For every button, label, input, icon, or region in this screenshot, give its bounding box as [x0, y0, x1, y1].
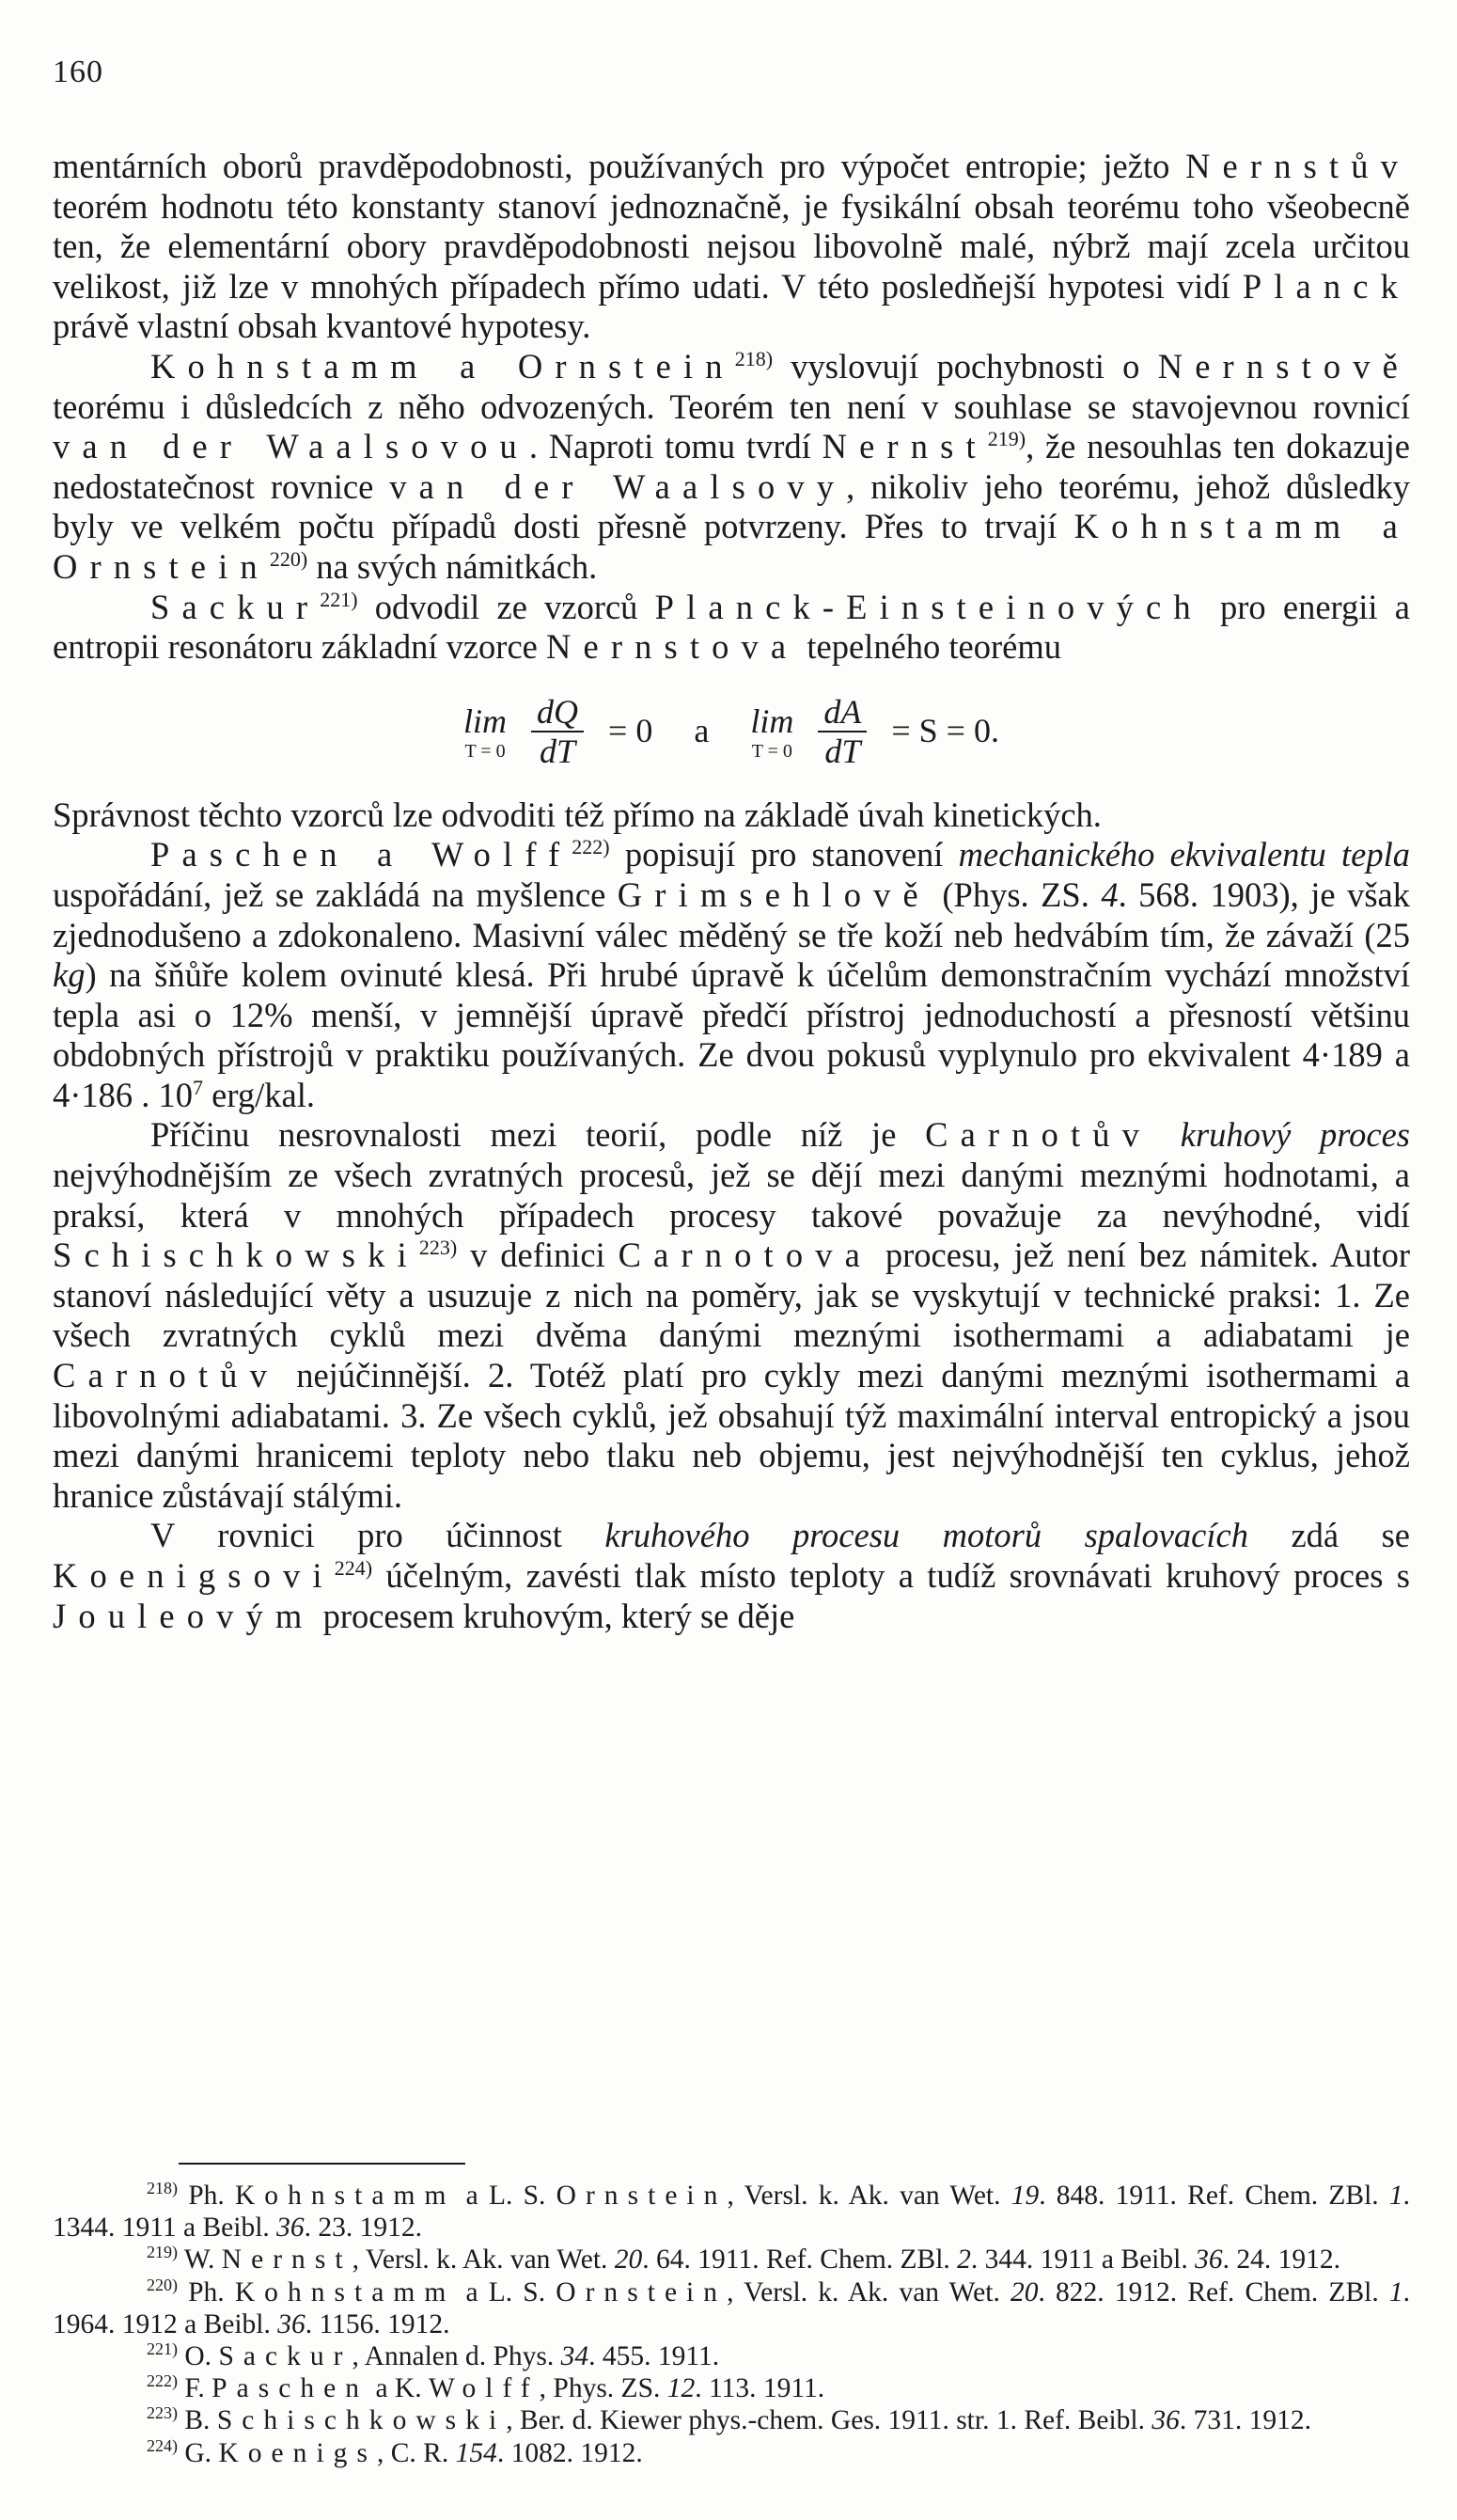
text-run: , C. R. — [376, 2437, 456, 2468]
text-run: v definici — [457, 1236, 619, 1275]
italic-text: 36 — [1195, 2244, 1223, 2276]
text-run: F. — [178, 2373, 212, 2404]
text-run: teorému i důsledcích z něho odvozených. Teorém ten není v souhlase se stavojevnou rovnicí — [53, 386, 1410, 426]
text-run: . 1344. 1911 a Beibl. — [53, 2181, 1410, 2244]
spaced-name: Carnotův — [53, 1356, 279, 1395]
spaced-name: Paschen a Wolff — [150, 835, 572, 874]
spaced-name: Kohnstamm a Ornstein — [53, 507, 1410, 586]
text-run: . 568. 1903), je však zjednodušeno a zdokonaleno. Masivní válec měděný se tře koží neb hedvábím tím, že závaží (25 — [53, 874, 1410, 954]
text-run: V rovnici pro účinnost — [150, 1516, 605, 1555]
fraction-numerator: dQ — [531, 693, 584, 732]
text-run: a K. — [368, 2373, 429, 2404]
footnote — [53, 2404, 1410, 2436]
spaced-name: Wolff — [428, 2373, 540, 2404]
spaced-name: Sackur — [150, 587, 321, 626]
text-run: uspořádání, jež se zakládá na myšlence — [53, 874, 618, 914]
spaced-name: Carnotova — [618, 1236, 872, 1275]
limit-operator — [463, 701, 507, 761]
limit-symbol: lim — [750, 702, 794, 741]
text-run: erg/kal. — [203, 1075, 315, 1114]
spaced-name: Schischkowski — [53, 1236, 419, 1275]
italic-text: 20 — [1010, 2276, 1039, 2307]
text-run: ) na šňůře kolem ovinuté klesá. Při hrubé úpravě k účelům demonstračním vychází množství tepla asi o 12% menší, v jemnější úpravě předčí přístroj jednoduchostí a přesností většinu obdobných přístrojů v praktiku používaných. Ze dvou pokusů vyplynulo pro ekvivalent 4·189 a 4·186 . 10 — [53, 955, 1410, 1114]
italic-text: 20 — [614, 2244, 643, 2276]
footnote-ref: 218) — [734, 346, 774, 370]
fraction-denominator: dT — [540, 732, 576, 770]
italic-text: 36 — [276, 2213, 305, 2244]
equation-rhs: = S = 0. — [891, 712, 999, 750]
text-run: . 1082. 1912. — [496, 2437, 643, 2468]
main-text — [53, 147, 1410, 1636]
paragraph — [53, 588, 1410, 668]
footnote — [53, 2372, 1410, 2404]
italic-text: 12 — [666, 2373, 696, 2404]
footnote-ref: 219) — [987, 427, 1026, 451]
footnote-ref: 218) — [147, 2179, 178, 2197]
footnote-ref: 224) — [334, 1556, 373, 1580]
text-run: tepelného teorému — [798, 627, 1061, 667]
page-number: 160 — [53, 55, 103, 89]
text-run: a L. S. — [455, 2276, 556, 2307]
footnote-ref: 7 — [193, 1075, 204, 1099]
spaced-name: Carnotův — [925, 1115, 1152, 1155]
footnote-ref: 224) — [147, 2435, 178, 2455]
text-run: G. — [178, 2437, 219, 2468]
footnote — [53, 2340, 1410, 2372]
text-run: Správnost těchto vzorců lze odvoditi též přímo na základě úvah kinetických. — [53, 795, 1102, 834]
text-run: Příčinu nesrovnalosti mezi teorií, podle níž je — [150, 1115, 926, 1155]
spaced-name: van der Waalsovy — [389, 466, 847, 506]
text-run: popisují pro stanovení — [609, 835, 959, 874]
footnote — [53, 2437, 1410, 2469]
text-run: , Annalen d. Phys. — [352, 2341, 561, 2372]
text-run: . 24. 1912. — [1222, 2244, 1340, 2276]
paragraph — [53, 795, 1410, 836]
italic-text: 19 — [1010, 2181, 1040, 2211]
limit-subscript: T = 0 — [464, 741, 506, 763]
text-run: . Naproti tomu tvrdí — [528, 427, 822, 466]
text-run: B. — [178, 2405, 217, 2436]
text-run — [1152, 1115, 1181, 1154]
text-run: , Versl. k. Ak. van Wet. — [727, 2181, 1011, 2211]
text-run: , Versl. k. Ak. van Wet. — [727, 2276, 1010, 2307]
italic-text: 1 — [1388, 2181, 1403, 2211]
text-run: . 1156. 1912. — [305, 2308, 450, 2339]
paragraph — [53, 1115, 1410, 1516]
equation-rhs: = 0 — [608, 712, 653, 750]
text-run: teorém hodnotu této konstanty stanoví jednoznačně, je fysikální obsah teorému toho všeobecně ten, že elementární obory pravděpodobnosti nejsou libovolně malé, nýbrž mají zcela určitou velikost, již lze v mnohých případech přímo udati. V této posledňejší hypotesi vidí — [53, 186, 1410, 306]
text-run: zdá se — [1247, 1516, 1410, 1555]
footnote-ref: 221) — [320, 587, 358, 611]
limit-symbol: lim — [463, 702, 508, 741]
text-run: . 113. 1911. — [695, 2373, 825, 2404]
italic-text: 2 — [957, 2244, 971, 2276]
text-run: procesem kruhovým, který se děje — [314, 1596, 795, 1635]
italic-text: kruhový proces — [1180, 1115, 1410, 1155]
text-run: . 1964. 1912 a Beibl. — [53, 2276, 1410, 2339]
italic-text: kg — [53, 955, 86, 995]
spaced-name: Kohnstamm — [234, 2181, 456, 2211]
footnote — [53, 2244, 1410, 2276]
italic-text: 4 — [1101, 874, 1119, 914]
italic-text: 36 — [1152, 2405, 1180, 2436]
italic-text: 34 — [560, 2341, 589, 2372]
paragraph — [53, 347, 1410, 588]
spaced-name: Nernstova — [545, 627, 799, 667]
spaced-name: Ornstein — [556, 2276, 728, 2307]
text-run: nejvýhodnějším ze všech zvratných procesů, jež se dějí mezi danými meznými hodnotami, a praksí, která v mnohých případech procesy takové považuje za nevýhodné, vidí — [53, 1156, 1410, 1235]
spaced-name: Planck — [1242, 266, 1410, 306]
text-run: W. — [178, 2244, 222, 2276]
text-run: , nikoliv jeho teorému, jehož důsledky byly ve velkém počtu případů dosti přesně potvrzeny. Přes to trvají — [53, 466, 1410, 546]
text-run: . 822. 1912. Ref. Chem. ZBl. — [1038, 2276, 1389, 2307]
spaced-name: Koenigsovi — [53, 1556, 335, 1595]
spaced-name: Nernstův — [1185, 147, 1410, 185]
text-run: (Phys. ZS. — [930, 874, 1102, 914]
footnotes — [53, 2180, 1410, 2469]
footnote — [53, 2276, 1410, 2340]
spaced-name: Ornstein — [556, 2181, 728, 2211]
text-run: O. — [178, 2341, 219, 2372]
text-run: na svých námitkách. — [307, 546, 598, 586]
text-run: a L. S. — [455, 2181, 556, 2211]
text-run: . 848. 1911. Ref. Chem. ZBl. — [1039, 2181, 1389, 2211]
text-run: Ph. — [178, 2181, 235, 2211]
text-run: . 731. 1912. — [1179, 2405, 1311, 2436]
paragraph — [53, 835, 1410, 1115]
spaced-name: Nernst — [221, 2244, 352, 2276]
spaced-name: Sackur — [218, 2341, 352, 2372]
fraction — [531, 693, 584, 770]
fraction — [818, 693, 867, 770]
footnote-ref: 223) — [418, 1236, 458, 1260]
text-run: pro energii a entropii resonátoru základní vzorce — [53, 587, 1410, 667]
text-run: , že nesouhlas ten dokazuje nedostatečnost rovnice — [53, 427, 1410, 506]
text-run: právě vlastní obsah kvantové hypotesy. — [53, 307, 591, 346]
limit-subscript: T = 0 — [751, 741, 792, 763]
paragraph — [53, 147, 1410, 347]
text-run: , Phys. ZS. — [539, 2373, 667, 2404]
spaced-name: Nernst — [822, 427, 988, 466]
fraction-numerator: dA — [818, 693, 867, 732]
spaced-name: Jouleovým — [53, 1596, 315, 1635]
footnote-ref: 222) — [147, 2371, 178, 2391]
text-run: , Ber. d. Kiewer phys.-chem. Ges. 1911. str. 1. Ref. Beibl. — [506, 2405, 1152, 2436]
footnote-ref: 223) — [147, 2403, 178, 2423]
spaced-name: Planck-Einsteinových — [654, 587, 1203, 626]
text-run: Ph. — [178, 2276, 235, 2307]
italic-text: mechanického ekvivalentu tepla — [958, 835, 1410, 874]
text-run: vyslovují pochybnosti o — [773, 346, 1158, 386]
footnote-ref: 221) — [147, 2339, 178, 2359]
text-run: účelným, zavésti tlak místo teploty a tudíž srovnávati kruhový proces s — [372, 1556, 1410, 1595]
text-run: , Versl. k. Ak. van Wet. — [352, 2244, 615, 2276]
text-run: . 23. 1912. — [304, 2213, 423, 2244]
italic-text: 154 — [455, 2437, 497, 2468]
spaced-name: Nernstově — [1157, 346, 1410, 386]
italic-text: 36 — [277, 2308, 306, 2339]
spaced-name: Schischkowski — [216, 2405, 507, 2436]
fraction-denominator: dT — [824, 732, 861, 770]
text-run: . 64. 1911. Ref. Chem. ZBl. — [642, 2244, 958, 2276]
text-run: mentárních oborů pravděpodobnosti, používaných pro výpočet entropie; ježto — [53, 147, 1186, 185]
footnote-divider — [179, 2163, 465, 2165]
text-run: nejúčinnější. 2. Totéž platí pro cykly mezi danými meznými isothermami a libovolnými adiabatami. 3. Ze všech cyklů, jež obsahují týž maximální interval entropický a jsou mezi danými hranicemi teploty nebo tlaku neb objemu, jest nejvýhodnější ten cyklus, jehož hranice zůstávají stálými. — [53, 1356, 1410, 1515]
spaced-name: Kohnstamm a Ornstein — [150, 346, 735, 386]
spaced-name: Koenigs — [218, 2437, 377, 2468]
limit-operator — [750, 701, 793, 761]
footnote-ref: 220) — [147, 2275, 178, 2294]
footnote — [53, 2180, 1410, 2244]
text-run: . 344. 1911 a Beibl. — [970, 2244, 1196, 2276]
formula — [53, 668, 1410, 795]
footnote-ref: 222) — [572, 835, 610, 859]
paragraph — [53, 1516, 1410, 1636]
italic-text: 1 — [1388, 2276, 1403, 2307]
spaced-name: van der Waalsovou — [53, 427, 529, 466]
footnote-ref: 219) — [147, 2243, 178, 2262]
spaced-name: Paschen — [212, 2373, 369, 2404]
text-run: procesu, jež není bez námitek. Autor stanoví následující věty a usuzuje z nich na poměry, jak se vyskytují v technické praksi: 1. Ze všech zvratných cyklů mezi dvěma danými meznými isothermami a adiabatami je — [53, 1236, 1410, 1355]
spaced-name: Kohnstamm — [234, 2276, 456, 2307]
italic-text: kruhového procesu motorů spalovacích — [604, 1516, 1248, 1555]
spaced-name: Grimsehlově — [617, 874, 931, 914]
footnote-ref: 220) — [269, 546, 308, 571]
conjunction: a — [694, 712, 710, 750]
text-run: odvodil ze vzorců — [357, 587, 655, 626]
text-run: . 455. 1911. — [588, 2341, 720, 2372]
